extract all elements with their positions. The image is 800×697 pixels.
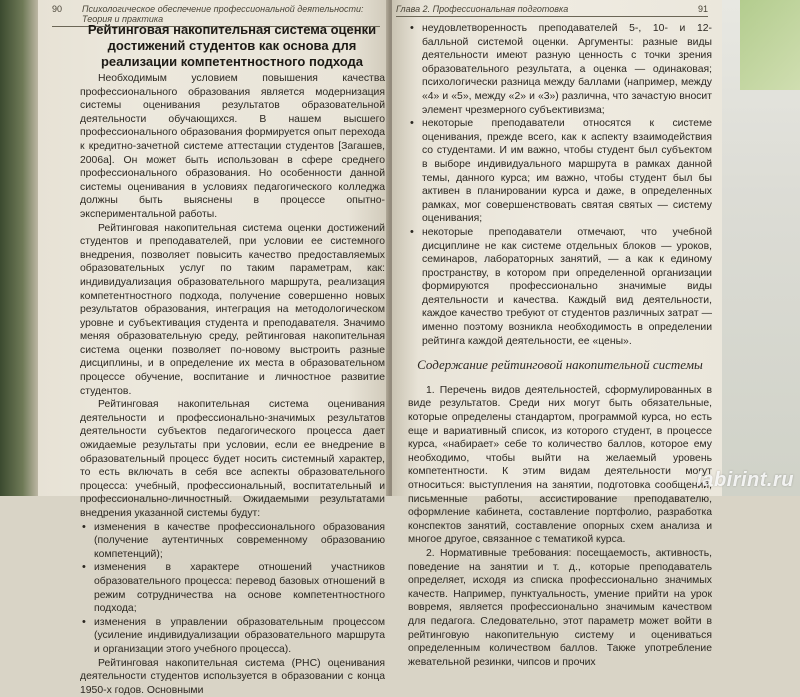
left-bullet-item: • изменения в управлении образовательным процессом (усиление индивидуализации образовательного маршрута и организации этого учебного процесса). (80, 616, 385, 657)
right-body (408, 22, 712, 669)
right-running-head (396, 4, 708, 17)
left-page (38, 0, 390, 696)
left-running-title: Психологическое обеспечение профессиональной деятельности: Теория и практика (82, 4, 364, 24)
right-paragraph-1: 1. Перечень видов деятельностей, сформулированных в виде результатов. Среди них могут быть обязательные, которые определены стандартом, программой курса, но есть еще и вариативный список, из которого студент, в процессе курса, «набирает» себе то количество баллов, которое ему необходимо, чтобы выйти на желаемый уровень компетентности. К этим видам деятельности могут относиться: выступления на занятии, подготовка сообщений, письменные работы, ассистирование преподавателю, оформление кабинета, составление портфолио, разработка конспектов занятий, составление опорных схем анализа и многое другое, связанное с тематикой курса. (408, 384, 712, 546)
right-page (392, 0, 722, 668)
left-bullet-item: • изменения в характере отношений участников образовательного процесса: перевод базовых отношений в режим сотрудничества на основе компетентностного подхода; (80, 561, 385, 615)
left-bullet-list (80, 521, 385, 657)
background-green-object (740, 0, 800, 90)
right-running-title: Глава 2. Профессиональная подготовка (396, 4, 569, 14)
left-body (80, 72, 385, 697)
watermark-logo: labirint.ru (696, 469, 794, 491)
right-page-number: 91 (697, 4, 708, 14)
left-paragraph-bottom: Рейтинговая накопительная система (РНС) оценивания деятельности студентов используется в образовании с конца 1950-х годов. Основными (80, 657, 385, 696)
right-bullet-item: • неудовлетворенность преподавателей 5-, 10- и 12-балльной системой оценки. Аргументы: разные виды деятельности имеют разную ценность с точки зрения образовательного результата, а оценка — одинаковая; психологически разница между баллами (например, между «4» и «5», между «2» и «3») различна, что зачастую вносит элемент чрезмерного субъективизма; (408, 22, 712, 117)
left-page-number: 90 (52, 4, 63, 14)
right-bullet-item: • некоторые преподаватели отмечают, что учебной дисциплине не как системе отдельных блоков — уроков, семинаров, лабораторных занятий, — а как к единому пространству, в котором при определенной организации формируются профессионально значимые виды деятельности и качества. Каждый вид деятельности, каждое качество требуют от студентов различных затрат — именно поэтому возникла необходимость в определении рейтинга каждой деятельности, ее «цены». (408, 226, 712, 348)
article-heading: Рейтинговая накопительная система оценки достижений студентов как основа для реализации компетентностного подхода (87, 22, 377, 69)
left-paragraph-2: Рейтинговая накопительная система оценки достижений студентов и преподавателей, при условии ее системного внедрения, позволяет повысить качество предоставляемых образовательных услуг по таким параметрам, как: индивидуализация образовательного маршрута, реализация компетентностного подхода, получение совершенно новых результатов образования, интеграция на методологическом уровне и субъективация студента и преподавателя. Значимо меняя образовательную среду, рейтинговая накопительная система оценки позволяет по-новому выстроить разные дисциплины, и в определение их места в образовательном процессе обучение, воспитание и личностное развитие студентов. (80, 222, 385, 397)
right-paragraph-2: 2. Нормативные требования: посещаемость, активность, поведение на занятии и т. д., которые преподаватель определяет, исходя из списка профессионально значимых качеств. Например, пунктуальность, умение прийти на урок вовремя, является профессионально значимым качеством для педагога. Следовательно, этот параметр может войти в рейтинговую накопительную систему и оцениваться определенным количеством баллов. Также употребление жевательной резинки, чипсов и прочих (408, 547, 712, 668)
left-paragraph-3: Рейтинговая накопительная система оценивания деятельности и профессионально-значимых результатов деятельности субъектов педагогического процесса дает ожидаемые результаты при условии, если ее внедрение в образовательный процесс будет носить системный характер, то есть включать в себя все аспекты образовательного процесса: учебный, профессиональный, воспитательный и профессионально-личностный. Ожидаемыми результатами внедрения указанной системы будут: (80, 399, 385, 519)
background-left-edge (0, 0, 38, 496)
left-bullet-item: • изменения в качестве профессионального образования (получение аутентичных современному образованию компетенций); (80, 521, 385, 562)
right-bullet-list (408, 22, 712, 348)
left-paragraph-1: Необходимым условием повышения качества профессионального образования является модернизация системы оценивания результатов образовательной деятельности обучающихся. В нашем высшего профессионального образования формируется опыт перехода к кредитно-зачетной системе аттестации студентов [Загашев, 2006а]. Он может быть использован в сфере среднего профессионального образования. Но особенности данной системы оценивания в условиях педагогического колледжа должны быть выяснены в процессе опытно-экспериментальной работы. (80, 73, 385, 220)
right-bullet-item: • некоторые преподаватели относятся к системе оценивания, прежде всего, как к аспекту взаимодействия со студентами. И им важно, чтобы студент был субъектом в выборе индивидуального маршрута в рамках данной темы, данного курса; им важно, чтобы студент был бы активен в планировании курса и даже, в определенных рамках, мог совершенствовать святая святых — систему оценивания; (408, 117, 712, 226)
section-title: Содержание рейтинговой накопительной системы (417, 357, 703, 373)
